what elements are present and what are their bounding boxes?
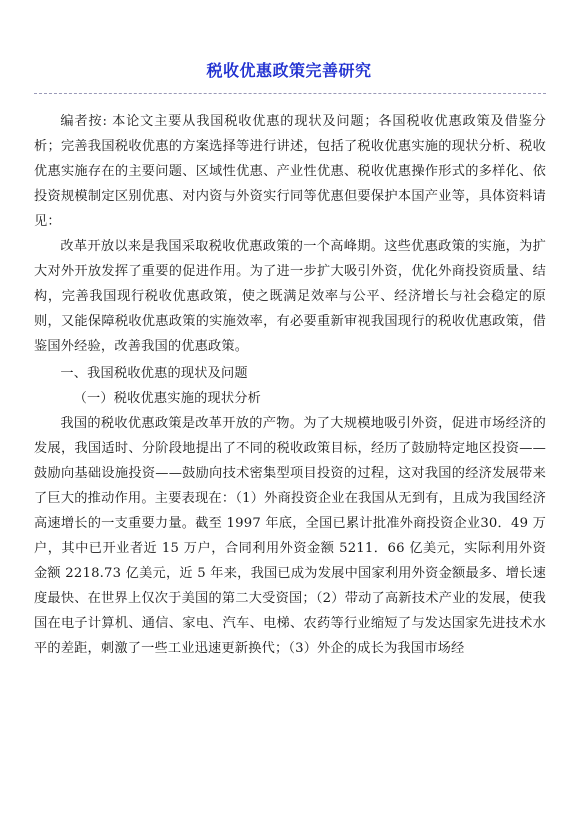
title-divider (34, 93, 546, 94)
section-heading: 一、我国税收优惠的现状及问题 (60, 366, 248, 381)
subsection-heading: （一）税收优惠实施的现状分析 (73, 391, 262, 406)
body-paragraph: 我国的税收优惠政策是改革开放的产物。为了大规模地吸引外资，促进市场经济的发展，我国适时、分阶段地提出了不同的税收政策目标，经历了鼓励特定地区投资——鼓励向基础设施投资——鼓励向技术密集型项目投资的过程，这对我国的经济发展带来了巨大的推动作用。主要表现在：（1）外商投资企业在我国从无到有，且成为我国经济高速增长的一支重要力量。截至 1997 年底，全国已累计批准外商投资企业30．49 万户，其中已开业者近 15 万户，合同利用外资金额 5211．66 亿美元，实际利用外资金额 2218.73 亿美元，近 5 年来，我国已成为发展中国家利用外资金额最多、增长速度最快、在世界上仅次于美国的第二大受资国；（2）带动了高新技术产业的发展，使我国在电子计算机、通信、家电、汽车、电梯、农药等行业缩短了与发达国家先进技术水平的差距，刺激了一些工业迅速更新换代；（3）外企的成长为我国市场经 (34, 416, 546, 656)
document-title: 税收优惠政策完善研究 (206, 61, 372, 80)
intro-paragraph: 改革开放以来是我国采取税收优惠政策的一个高峰期。这些优惠政策的实施，为扩大对外开放发挥了重要的促进作用。为了进一步扩大吸引外资，优化外商投资质量、结构，完善我国现行税收优惠政策，使之既满足效率与公平、经济增长与社会稳定的原则，又能保障税收优惠政策的实施效率，有必要重新审视我国现行的税收优惠政策，借鉴国外经验，改善我国的优惠政策。 (34, 239, 546, 354)
document-body (34, 109, 546, 661)
editor-note-paragraph: 编者按: 本论文主要从我国税收优惠的现状及问题；各国税收优惠政策及借鉴分析；完善我国税收优惠的方案选择等进行讲述，包括了税收优惠实施的现状分析、税收优惠实施存在的主要问题、区域性优惠、产业性优惠、税收优惠操作形式的多样化、依投资规模制定区别优惠、对内资与外资实行同等优惠但要保护本国产业等，具体资料请见： (34, 114, 546, 229)
